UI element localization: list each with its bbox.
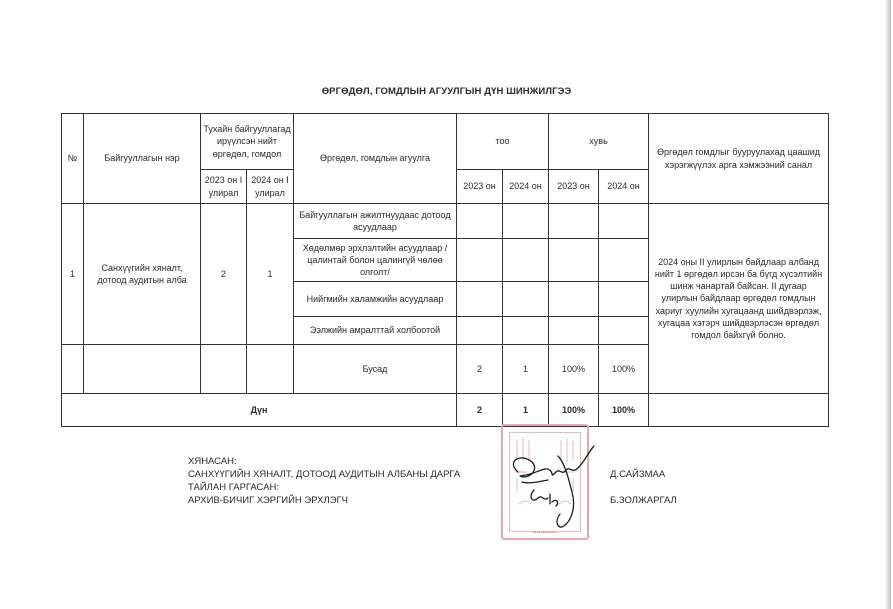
header-received-2023: 2023 он I улирал [201, 170, 247, 204]
preparer-title: АРХИВ-БИЧИГ ХЭРГИЙН ЭРХЛЭГЧ [188, 495, 349, 506]
reviewed-label: ХЯНАСАН: [188, 456, 237, 467]
header-proposal: Өргөдөл гомдлыг бууруулахад цаашид хэрэгжүүлэх арга хэмжээний санал [649, 114, 829, 204]
reviewer-name: Д.САЙЗМАА [610, 469, 666, 480]
empty-cell [247, 345, 294, 394]
content-count-2024 [503, 282, 549, 317]
total-count-2023: 2 [457, 394, 503, 427]
content-count-2024 [503, 317, 549, 345]
row-received-2024: 1 [247, 204, 294, 345]
content-count-2024 [503, 204, 549, 239]
stamp-fine-print: ▪▪▪▪▪▪▪▪▪▪▪▪ [532, 530, 558, 536]
header-org-name: Байгууллагын нэр [84, 114, 201, 204]
content-count-2024: 1 [503, 345, 549, 394]
header-received: Тухайн байгууллагад ирүүлсэн нийт өргөдөл, гомдол [201, 114, 294, 170]
content-count-2023 [457, 239, 503, 282]
header-count-2024: 2024 он [503, 170, 549, 204]
row-received-2023: 2 [201, 204, 247, 345]
content-label: Байгууллагын ажилтнуудаас дотоод асуудлаар [294, 204, 457, 239]
reviewer-title: САНХҮҮГИЙН ХЯНАЛТ, ДОТООД АУДИТЫН АЛБАНЫ ДАРГА [188, 469, 461, 480]
content-count-2023: 2 [457, 345, 503, 394]
content-percent-2023 [549, 282, 599, 317]
header-percent-2023: 2023 он [549, 170, 599, 204]
content-label: Хөдөлмөр эрхлэлтийн асуудлаар /цалинтай болон цалингүй чөлөө олголт/ [294, 239, 457, 282]
table-row [62, 204, 829, 239]
content-label: Бусад [294, 345, 457, 394]
header-percent: хувь [549, 114, 649, 170]
content-percent-2023: 100% [549, 345, 599, 394]
content-count-2023 [457, 204, 503, 239]
header-no: № [62, 114, 84, 204]
header-content: Өргөдөл, гомдлын агуулга [294, 114, 457, 204]
row-org-name: Санхүүгийн хяналт, дотоод аудитын алба [84, 204, 201, 345]
content-label: Нийгмийн халамжийн асуудлаар [294, 282, 457, 317]
content-percent-2024 [599, 204, 649, 239]
prepared-label: ТАЙЛАН ГАРГАСАН: [188, 482, 280, 493]
content-percent-2023 [549, 317, 599, 345]
analysis-table [61, 113, 829, 427]
total-label: Дүн [62, 394, 457, 427]
header-row-1 [62, 114, 829, 170]
content-count-2024 [503, 239, 549, 282]
header-received-2024: 2024 он I улирал [247, 170, 294, 204]
header-percent-2024: 2024 он [599, 170, 649, 204]
document-title: ӨРГӨДӨЛ, ГОМДЛЫН АГУУЛГЫН ДҮН ШИНЖИЛГЭЭ [321, 86, 572, 97]
total-count-2024: 1 [503, 394, 549, 427]
handwritten-signature [498, 432, 608, 537]
content-count-2023 [457, 317, 503, 345]
empty-cell [201, 345, 247, 394]
empty-cell [84, 345, 201, 394]
content-percent-2024 [599, 239, 649, 282]
total-row [62, 394, 829, 427]
empty-cell [649, 394, 829, 427]
preparer-name: Б.ЗОЛЖАРГАЛ [610, 495, 677, 506]
content-percent-2024: 100% [599, 345, 649, 394]
total-percent-2024: 100% [599, 394, 649, 427]
row-no: 1 [62, 204, 84, 345]
row-proposal: 2024 оны II улирлын байдлаар албанд нийт 1 өргөдөл ирсэн ба бүгд хүсэлтийн шинж чанартай байсан. II дугаар улирлын байдлаар өргөдөл гомдлын хариуг хуулийн хугацаанд шийдвэрлэж, хугацаа хэтэрч шийдвэрлэсэн өргөдөл гомдол байхгүй болно. [649, 204, 829, 394]
content-label: Ээлжийн амралттай холбоотой [294, 317, 457, 345]
total-percent-2023: 100% [549, 394, 599, 427]
content-percent-2024 [599, 282, 649, 317]
content-percent-2023 [549, 204, 599, 239]
header-count: тоо [457, 114, 549, 170]
empty-cell [62, 345, 84, 394]
header-count-2023: 2023 он [457, 170, 503, 204]
content-count-2023 [457, 282, 503, 317]
content-percent-2023 [549, 239, 599, 282]
content-percent-2024 [599, 317, 649, 345]
